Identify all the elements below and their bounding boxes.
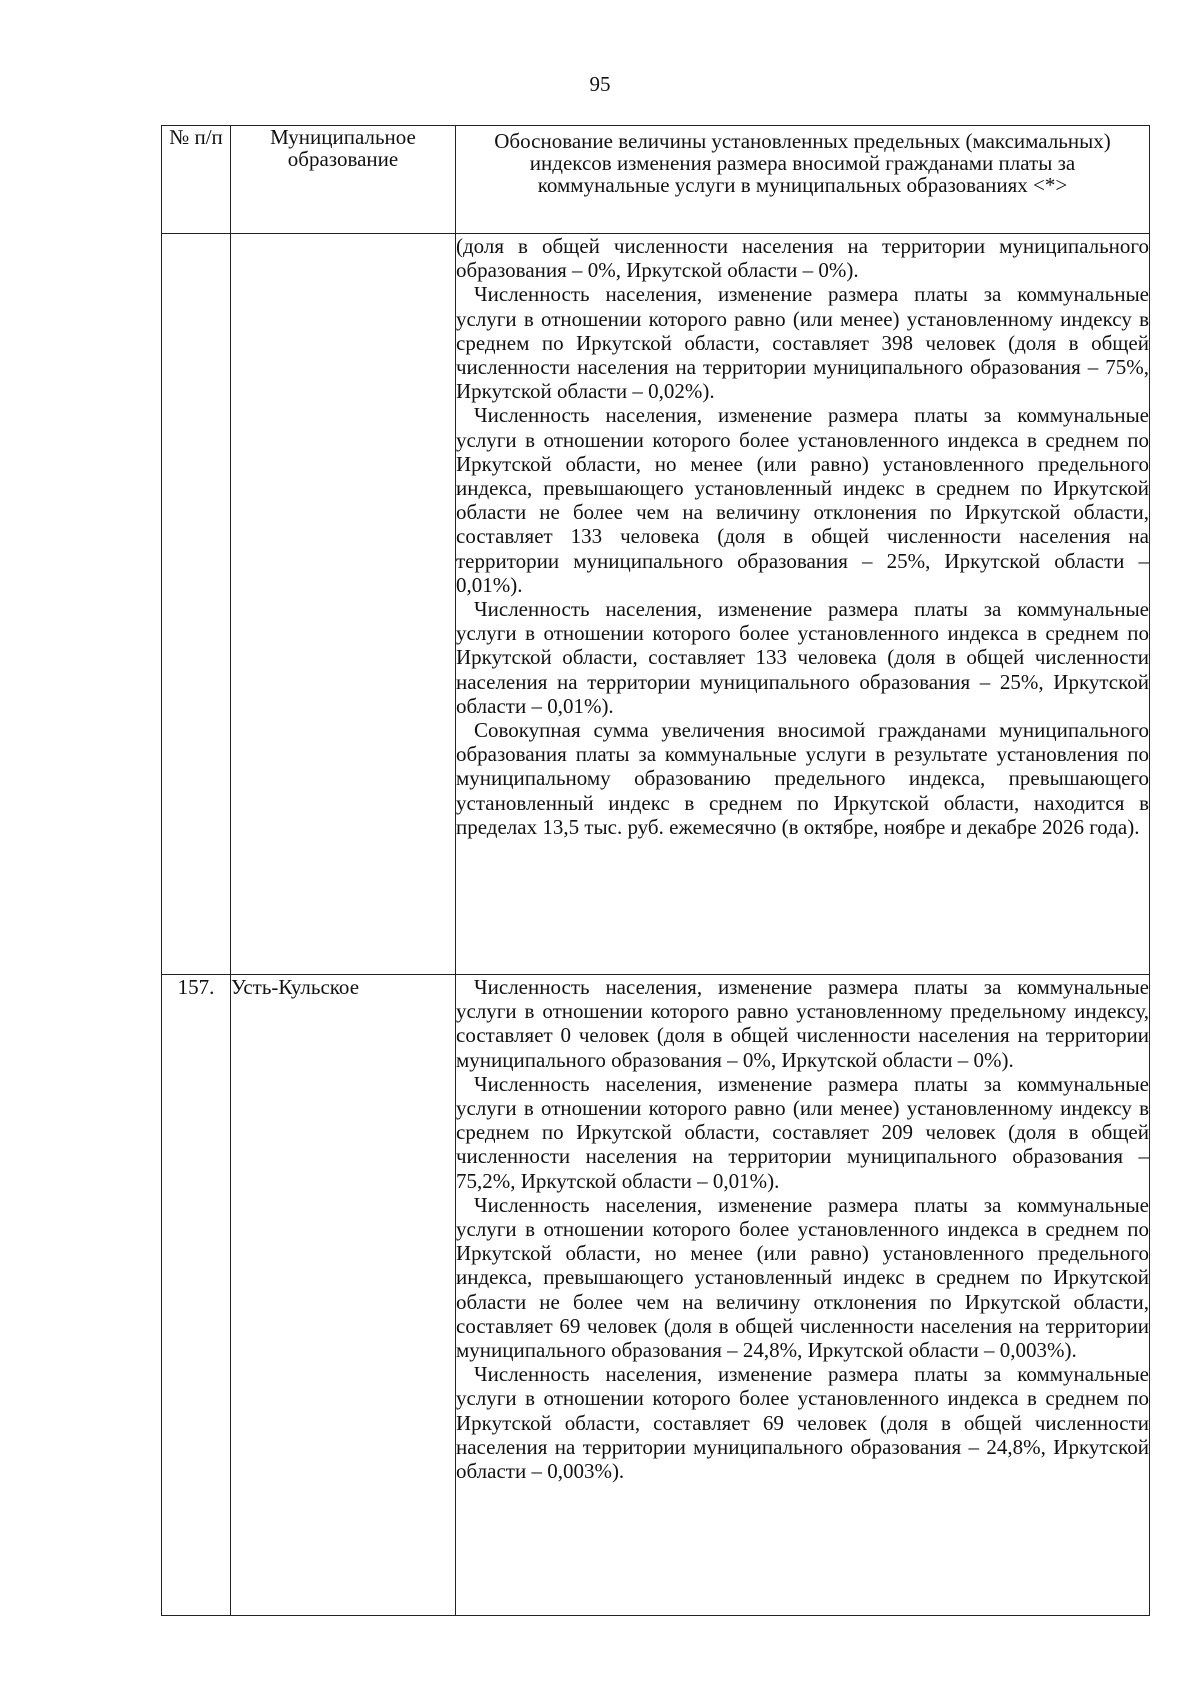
row-municipality bbox=[231, 234, 456, 975]
justification-paragraph: (доля в общей численности населения на территории муниципального образования – 0%, Иркутской области – 0%). bbox=[456, 234, 1149, 283]
justification-paragraph: Численность населения, изменение размера платы за коммунальные услуги в отношении которого равно (или менее) установленному индексу в среднем по Иркутской области, составляет 209 человек (доля в общей численности населения на территории муниципального образования – 75,2%, Иркутской области – 0,01%). bbox=[456, 1071, 1149, 1193]
page-number: 95 bbox=[589, 72, 611, 96]
row-number: 157. bbox=[162, 975, 231, 1616]
table-header-row bbox=[162, 126, 1150, 234]
header-number: № п/п bbox=[162, 126, 231, 234]
row-justification bbox=[456, 234, 1150, 975]
tariff-index-table bbox=[161, 125, 1150, 1616]
justification-paragraph: Численность населения, изменение размера платы за коммунальные услуги в отношении которого более установленного индекса в среднем по Иркутской области, но менее (или равно) установленного предельного индекса, превышающего установленный индекс в среднем по Иркутской области не более чем на величину отклонения по Иркутской области, составляет 69 человек (доля в общей численности населения на территории муниципального образования – 24,8%, Иркутской области – 0,003%). bbox=[456, 1192, 1149, 1363]
table-row bbox=[162, 234, 1150, 975]
justification-paragraph: Численность населения, изменение размера платы за коммунальные услуги в отношении которого равно (или менее) установленному индексу в среднем по Иркутской области, составляет 398 человек (доля в общей численности населения на территории муниципального образования – 75%, Иркутской области – 0,02%). bbox=[456, 282, 1149, 404]
header-justification: Обоснование величины установленных предельных (максимальных) индексов изменения размера вносимой гражданами платы за коммунальные услуги в муниципальных образованиях <*> bbox=[456, 126, 1150, 234]
justification-paragraph: Численность населения, изменение размера платы за коммунальные услуги в отношении которого более установленного индекса в среднем по Иркутской области, составляет 133 человека (доля в общей численности населения на территории муниципального образования – 25%, Иркутской области – 0,01%). bbox=[456, 597, 1149, 718]
row-justification bbox=[456, 975, 1150, 1616]
row-municipality: Усть-Кульское bbox=[231, 975, 456, 1616]
justification-paragraph: Численность населения, изменение размера платы за коммунальные услуги в отношении которого более установленного индекса в среднем по Иркутской области, составляет 69 человек (доля в общей численности населения на территории муниципального образования – 24,8%, Иркутской области – 0,003%). bbox=[456, 1362, 1149, 1484]
justification-paragraph: Численность населения, изменение размера платы за коммунальные услуги в отношении которого равно установленному предельному индексу, составляет 0 человек (доля в общей численности населения на территории муниципального образования – 0%, Иркутской области – 0%). bbox=[456, 975, 1149, 1072]
justification-paragraph: Численность населения, изменение размера платы за коммунальные услуги в отношении которого более установленного индекса в среднем по Иркутской области, но менее (или равно) установленного предельного индекса, превышающего установленный индекс в среднем по Иркутской области не более чем на величину отклонения по Иркутской области, составляет 133 человека (доля в общей численности населения на территории муниципального образования – 25%, Иркутской области – 0,01%). bbox=[456, 403, 1149, 597]
table-row bbox=[162, 975, 1150, 1616]
justification-paragraph: Совокупная сумма увеличения вносимой гражданами муниципального образования платы за коммунальные услуги в результате установления по муниципальному образованию предельного индекса, превышающего установленный индекс в среднем по Иркутской области, находится в пределах 13,5 тыс. руб. ежемесячно (в октябре, ноябре и декабре 2026 года). bbox=[456, 718, 1149, 839]
row-number bbox=[162, 234, 231, 975]
header-municipality: Муниципальное образование bbox=[231, 126, 456, 234]
